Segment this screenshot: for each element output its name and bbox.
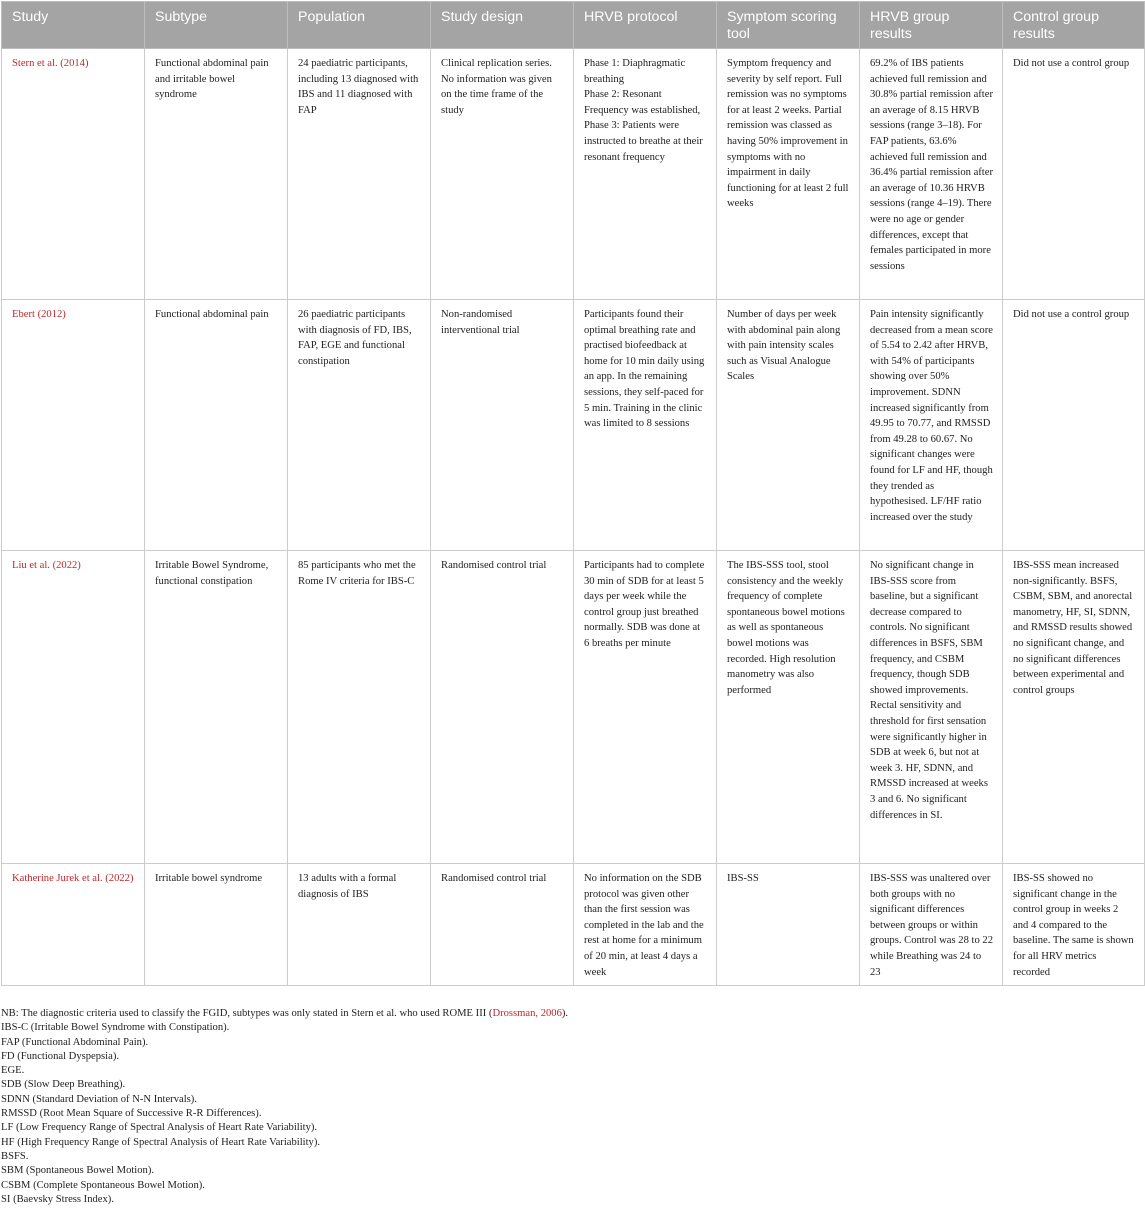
abbrev-rmssd: RMSSD (Root Mean Square of Successive R-R Differences). bbox=[1, 1108, 262, 1120]
nb-note bbox=[1, 1007, 1141, 1021]
protocol-phase-1: Phase 1: Diaphragmatic breathing bbox=[584, 58, 686, 85]
abbrev-sdnn: SDNN (Standard Deviation of N-N Intervals). bbox=[1, 1093, 197, 1105]
table-footnotes bbox=[1, 1007, 1141, 1207]
control-results-cell: IBS-SSS mean increased non-significantly. BSFS, CSBM, SBM, and anorectal manometry, HF, SI, SDNN, and RMSSD results showed no significant change, and no significant differences between experimental and control groups bbox=[1003, 551, 1145, 864]
table-row bbox=[2, 300, 1145, 551]
header-control-group-results: Control group results bbox=[1003, 2, 1145, 49]
abbrev-fd: FD (Functional Dyspepsia). bbox=[1, 1050, 119, 1062]
header-hrvb-group-results: HRVB group results bbox=[860, 2, 1003, 49]
header-hrvb-protocol: HRVB protocol bbox=[574, 2, 717, 49]
subtype-cell: Irritable bowel syndrome bbox=[145, 864, 288, 986]
population-cell: 24 paediatric participants, including 13 diagnosed with IBS and 11 diagnosed with FAP bbox=[288, 49, 431, 300]
study-link[interactable]: Liu et al. (2022) bbox=[2, 551, 145, 864]
subtype-cell: Functional abdominal pain and irritable bowel syndrome bbox=[145, 49, 288, 300]
abbrev-hf: HF (High Frequency Range of Spectral Analysis of Heart Rate Variability). bbox=[1, 1136, 321, 1148]
control-results-cell: IBS-SS showed no significant change in the control group in weeks 2 and 4 compared to the baseline. The same is shown for all HRV metrics recorded bbox=[1003, 864, 1145, 986]
study-link[interactable]: Stern et al. (2014) bbox=[2, 49, 145, 300]
protocol-cell: No information on the SDB protocol was given other than the first session was completed in the lab and the rest at home for a minimum of 20 min, at least 4 days a week bbox=[574, 864, 717, 986]
abbrev-sbm: SBM (Spontaneous Bowel Motion). bbox=[1, 1165, 155, 1177]
tool-cell: The IBS-SSS tool, stool consistency and the weekly frequency of complete spontaneous bowel motions as well as spontaneous bowel motions was recorded. High resolution manometry was also performed bbox=[717, 551, 860, 864]
nb-citation-link[interactable]: Drossman, 2006 bbox=[492, 1008, 562, 1019]
nb-end: ). bbox=[561, 1008, 569, 1019]
protocol-phase-2-3: Phase 2: Resonant Frequency was established, Phase 3: Patients were instructed to breathe at their resonant frequency bbox=[584, 89, 703, 163]
design-cell: Randomised control trial bbox=[431, 864, 574, 986]
hrvb-results-cell: 69.2% of IBS patients achieved full remission and 30.8% partial remission after an average of 8.15 HRVB sessions (range 3–18). For FAP patients, 63.6% achieved full remission and 36.4% partial remission after an average of 10.36 HRVB sessions (range 4–19). There were no age or gender differences, except that females participated in more sessions bbox=[860, 49, 1003, 300]
abbrev-sdb: SDB (Slow Deep Breathing). bbox=[1, 1079, 126, 1091]
table-row bbox=[2, 551, 1145, 864]
header-population: Population bbox=[288, 2, 431, 49]
abbrev-lf: LF (Low Frequency Range of Spectral Analysis of Heart Rate Variability). bbox=[1, 1122, 318, 1134]
population-cell: 85 participants who met the Rome IV criteria for IBS-C bbox=[288, 551, 431, 864]
nb-text: NB: The diagnostic criteria used to classify the FGID, subtypes was only stated in Stern et al. who used ROME III ( bbox=[1, 1008, 493, 1019]
subtype-cell: Irritable Bowel Syndrome, functional constipation bbox=[145, 551, 288, 864]
design-cell: Randomised control trial bbox=[431, 551, 574, 864]
protocol-cell: Participants had to complete 30 min of SDB for at least 5 days per week while the control group just breathed normally. SDB was done at 6 breaths per minute bbox=[574, 551, 717, 864]
abbrev-fap: FAP (Functional Abdominal Pain). bbox=[1, 1036, 149, 1048]
design-cell: Clinical replication series. No information was given on the time frame of the study bbox=[431, 49, 574, 300]
table-row bbox=[2, 49, 1145, 300]
header-study: Study bbox=[2, 2, 145, 49]
abbrev-si: SI (Baevsky Stress Index). bbox=[1, 1193, 114, 1205]
header-study-design: Study design bbox=[431, 2, 574, 49]
population-cell: 26 paediatric participants with diagnosis of FD, IBS, FAP, EGE and functional constipation bbox=[288, 300, 431, 551]
tool-cell: Number of days per week with abdominal pain along with pain intensity scales such as Visual Analogue Scales bbox=[717, 300, 860, 551]
population-cell: 13 adults with a formal diagnosis of IBS bbox=[288, 864, 431, 986]
protocol-cell bbox=[574, 49, 717, 300]
study-link[interactable]: Ebert (2012) bbox=[2, 300, 145, 551]
abbrev-ibs-c: IBS-C (Irritable Bowel Syndrome with Constipation). bbox=[1, 1022, 230, 1034]
header-subtype: Subtype bbox=[145, 2, 288, 49]
table-row bbox=[2, 864, 1145, 986]
tool-cell: IBS-SS bbox=[717, 864, 860, 986]
abbrev-bsfs: BSFS. bbox=[1, 1150, 29, 1162]
subtype-cell: Functional abdominal pain bbox=[145, 300, 288, 551]
protocol-cell: Participants found their optimal breathing rate and practised biofeedback at home for 10 min daily using an app. In the remaining sessions, they self-paced for 5 min. Training in the clinic was limited to 8 sessions bbox=[574, 300, 717, 551]
abbrev-csbm: CSBM (Complete Spontaneous Bowel Motion). bbox=[1, 1179, 205, 1191]
header-symptom-scoring-tool: Symptom scoring tool bbox=[717, 2, 860, 49]
tool-cell: Symptom frequency and severity by self report. Full remission was no symptoms for at least 2 weeks. Partial remission was classed as having 50% improvement in symptoms with no impairment in daily functioning for at least 2 full weeks bbox=[717, 49, 860, 300]
abbrev-ege: EGE. bbox=[1, 1065, 25, 1077]
hrvb-results-cell: IBS-SSS was unaltered over both groups with no significant differences between groups or within groups. Control was 28 to 22 while Breathing was 24 to 23 bbox=[860, 864, 1003, 986]
header-row bbox=[2, 2, 1145, 49]
hrvb-results-cell: Pain intensity significantly decreased from a mean score of 5.54 to 2.42 after HRVB, with 54% of participants showing over 50% improvement. SDNN increased significantly from 49.95 to 70.77, and RMSSD from 49.28 to 60.67. No significant changes were found for LF and HF, though they trended as hypothesised. LF/HF ratio increased over the study bbox=[860, 300, 1003, 551]
study-link[interactable]: Katherine Jurek et al. (2022) bbox=[2, 864, 145, 986]
control-results-cell: Did not use a control group bbox=[1003, 300, 1145, 551]
design-cell: Non-randomised interventional trial bbox=[431, 300, 574, 551]
hrvb-results-cell: No significant change in IBS-SSS score from baseline, but a significant decrease compared to controls. No significant differences in BSFS, SBM frequency, and CSBM frequency, though SDB showed improvements. Rectal sensitivity and threshold for first sensation were significantly higher in SDB at week 6, but not at week 3. HF, SDNN, and RMSSD increased at weeks 3 and 6. No significant differences in SI. bbox=[860, 551, 1003, 864]
control-results-cell: Did not use a control group bbox=[1003, 49, 1145, 300]
studies-table bbox=[1, 1, 1145, 986]
